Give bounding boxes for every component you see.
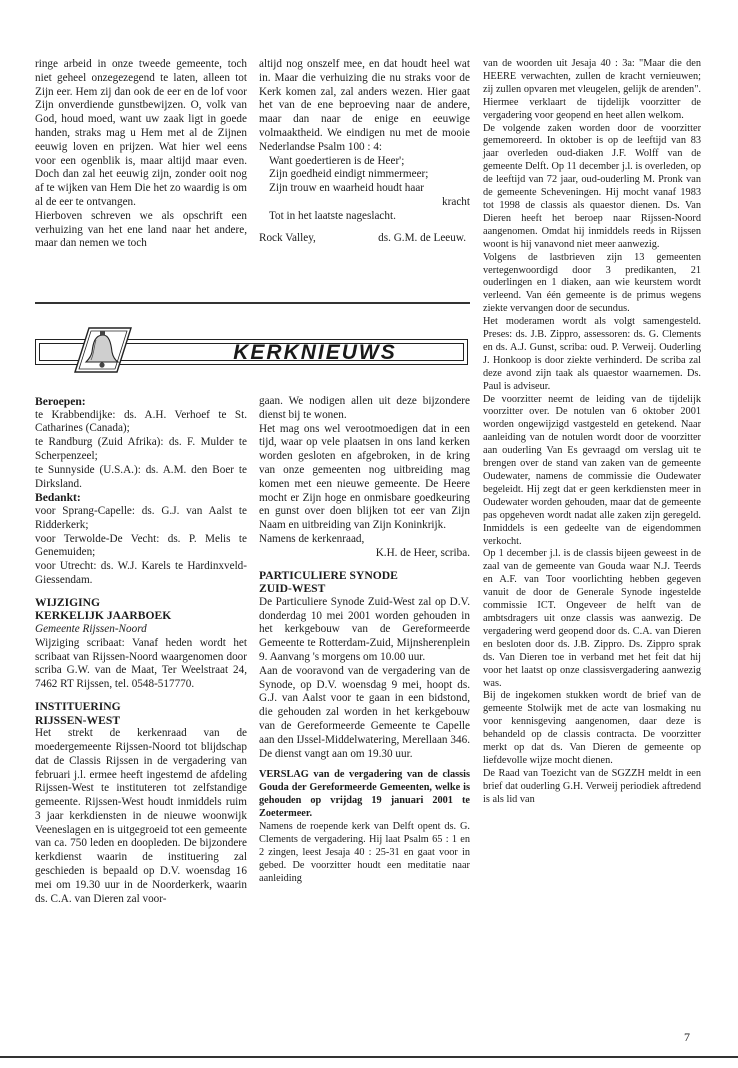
list-item: te Randburg (Zuid Afrika): ds. F. Mulder te Scherpenzeel; xyxy=(35,436,247,462)
instituering-heading: INSTITUERING xyxy=(35,699,121,713)
paragraph: Hierboven schreven we als opschrift een verhuizing van het ene land naar het andere, maar dan nemen we toch xyxy=(35,209,247,250)
psalm-line: Want goedertieren is de Heer'; xyxy=(269,154,405,167)
paragraph: Wijziging scribaat: Vanaf heden wordt het scribaat van Rijssen-Noord waargenomen door scriba G.W. van de Maat, Ter Weelstraat 24, 7462 RT Rijssen, tel. 0548-517770. xyxy=(35,636,247,691)
psalm-line-end: kracht xyxy=(442,195,470,208)
wijziging-heading: WIJZIGING xyxy=(35,595,101,609)
author-name: ds. G.M. de Leeuw. xyxy=(378,231,466,244)
author-place: Rock Valley, xyxy=(259,231,316,244)
paragraph: De voorzitter neemt de leiding van de tijdelijk voorzitter over. De notulen van 6 oktober 2001 worden ongewijzigd vastgesteld en getekend. Naar aanleiding van de notulen wordt door de voorzitter aan ouderling Van Es gevraagd om verslag uit te brengen over de stand van zaken van de gemeente Oudewater, namens de commissie die Oudewater begeleidt. Hij zegt dat er geen kerkdiensten meer in Oudewater worden gehouden, maar dat de gemeente pas opgeheven wordt nadat alle zaken zijn geregeld. Inmiddels is een gedeelte van de eigendommen verkocht. xyxy=(483,393,701,547)
paragraph: Aan de vooravond van de vergadering van de Synode, op D.V. woensdag 9 mei, hoopt ds. G.J. van Aalst voor te gaan in een bidstond, die gehouden zal worden in het kerkgebouw van de Gereformeerde Gemeente te Capelle aan den IJssel-Middelwatering, Merellaan 346. De dienst vangt aan om 19.30 uur. xyxy=(259,664,470,760)
synode-heading-2: ZUID-WEST xyxy=(259,582,326,596)
psalm-line: Zijn goedheid eindigt nimmermeer; xyxy=(269,168,429,181)
list-item: voor Sprang-Capelle: ds. G.J. van Aalst te Ridderkerk; xyxy=(35,504,247,531)
psalm-line: Tot in het laatste nageslacht. xyxy=(269,209,396,222)
psalm-quote xyxy=(259,155,470,224)
paragraph: De Particuliere Synode Zuid-West zal op D.V. donderdag 10 mei 2001 worden gehouden in het kerkgebouw van de Gereformeerde Gemeente te Rotterdam-Zuid, Mijnsherenplein 9. Aanvang 's morgens om 10.00 uur. xyxy=(259,595,470,663)
list-item: te Krabbendijke: ds. A.H. Verhoef te St. Catharines (Canada); xyxy=(35,408,247,435)
kerknieuws-banner xyxy=(35,326,470,374)
banner-title: KERKNIEUWS xyxy=(233,341,397,364)
bell-icon xyxy=(69,326,137,374)
verslag-heading: VERSLAG van de vergadering van de classis Gouda der Gereformeerde Gemeenten, welke is gehouden op vrijdag 19 januari 2001 te Zoetermeer. xyxy=(259,769,470,820)
paragraph: Het moderamen wordt als volgt samengesteld. Preses: ds. J.B. Zippro, assessoren: ds. G. Clements en ds. A.J. Gunst, scriba: oud. P. Verweij. Ouderling J. Honkoop is door ziekte verhinderd. De scriba zal deze avond zijn taak als quaestor waarnemen. Ds. Paul is adviseur. xyxy=(483,316,701,392)
top-column-left xyxy=(35,58,247,251)
paragraph: ringe arbeid in onze tweede gemeente, toch niet geheel onzegezegend te laten, alleen tot Zijn eer. Hem zij dan ook de eer en de lof voor Zijn onverdiende gunstbewijzen. O, volk van God, houd moed, want uw zaak ligt in goede handen, straks mag u Hem met al de Zijnen eeuwig loven en prijzen. Wat hier wel eens voor een ogenblik is, maar altijd maar even. Doch dan zal het eeuwig zijn, zonder ooit nog af te wijken van Hem Die het zo waardig is om al de eer te ontvangen. xyxy=(35,58,247,208)
closing: Namens de kerkenraad, xyxy=(259,532,365,545)
list-item: voor Utrecht: ds. W.J. Karels te Hardinxveld-Giessendam. xyxy=(35,560,247,586)
page-number: 7 xyxy=(684,1030,690,1044)
synode-heading: PARTICULIERE SYNODE xyxy=(259,568,398,582)
paragraph: Het mag ons wel verootmoedigen dat in een tijd, waar op vele plaatsen in ons land kerken worden gesloten en afgebroken, in de kring van onze gemeenten nog uitbreiding mag komen met een nieuwe gemeente. De Heere mocht er Zijn hoge en onmisbare goedkeuring en gunst over doen blijken tot eer van Zijn Naam en uitbreiding van Zijn Koninkrijk. xyxy=(259,422,470,532)
paragraph: De volgende zaken worden door de voorzitter gememoreerd. In oktober is op de leeftijd van 83 jaar overleden oud-diaken J.F. Wolff van de gemeente Delft. Op 11 december j.l. is overleden, op de leeftijd van 72 jaar, oud-ouderling M. Pronk van de gemeente Scheveningen. Hij mocht vanaf 1983 tot 1998 de classis als quaestor dienen. Ds. Van Dieren heeft het beroep naar Rijssen-Noord aangenomen. Omdat hij inmiddels reeds in Rijssen woont is hij vanavond niet meer aanwezig. xyxy=(483,122,701,250)
instituering-heading-2: RIJSSEN-WEST xyxy=(35,713,121,727)
paragraph: Op 1 december j.l. is de classis bijeen geweest in de zaal van de gemeente van Gouda waar N.J. Teerds en A.F. van Toor voorlichting hebben gegeven vanuit de door de Generale Synode ingestelde commissie ICT. Ongeveer de helft van de ambtsdragers uit onze classis was aanwezig. De vergadering werd geopend door ds. C.A. van Dieren en besloten door ds. J.B. Zippro. Ds. Zippro sprak ds. Van Dieren toe in verband met het feit dat hij voor het laatst op onze classisvergadering aanwezig was. xyxy=(483,548,701,689)
author-line xyxy=(259,232,470,246)
paragraph: gaan. We nodigen allen uit deze bijzondere dienst bij te wonen. xyxy=(259,395,470,421)
list-item: voor Terwolde-De Vecht: ds. P. Melis te Genemuiden; xyxy=(35,532,247,559)
paragraph: Namens de roepende kerk van Delft opent ds. G. Clements de vergadering. Hij laat Psalm 65 : 1 en 2 zingen, leest Jesaja 40 : 25-31 en gaat voor in gebed. De voorzitter houdt een meditatie naar aanleiding xyxy=(259,820,470,884)
wijziging-subheading: Gemeente Rijssen-Noord xyxy=(35,622,147,635)
paragraph: Het strekt de kerkenraad van de moedergemeente Rijssen-Noord tot blijdschap dat de Classis Rijssen in de vergadering van februari j.l. ermee heeft ingestemd de afdeling Rijssen-West te instituteren tot zelfstandige gemeente. Rijssen-West houdt inmiddels ruim 3 jaar kerkdiensten in de nieuwe woonwijk Veeneslagen en is uitgegroeid tot een gemeente van ca. 750 leden en doopleden. De bijzondere kerkdienst waarin de instituering zal geschieden is bepaald op D.V. woensdag 16 mei om 19.30 uur in de Noorderkerk, waarin ds. C.A. van Dieren zal voor- xyxy=(35,727,247,905)
paragraph: Volgens de lastbrieven zijn 13 gemeenten vertegenwoordigd door 3 predikanten, 21 ouderlingen en 1 diaken, aan wie keurstem wordt verleend. Van één gemeente is de primus wegens ziekte vervangen door de secundus. xyxy=(483,251,701,315)
section-divider xyxy=(35,302,470,304)
list-item: te Sunnyside (U.S.A.): ds. A.M. den Boer te Dirksland. xyxy=(35,463,247,490)
bedankt-heading: Bedankt: xyxy=(35,491,81,505)
paragraph: De Raad van Toezicht van de SGZZH meldt in een brief dat ouderling G.H. Verweij periodiek aftredend is als lid van xyxy=(483,767,701,805)
column-left xyxy=(35,395,247,906)
psalm-line: Zijn trouw en waarheid houdt haar xyxy=(269,182,425,195)
signature: K.H. de Heer, scriba. xyxy=(375,546,470,559)
paragraph: altijd nog onszelf mee, en dat houdt heel wat in. Maar die verhuizing die nu straks voor de Kerk komen zal, zal anders wezen. Hier gaat het van de ene beproeving naar de andere, maar dan naar de enige en eeuwige volmaaktheid. We eindigen nu met de mooie Nederlandse Psalm 100 : 4: xyxy=(259,58,470,153)
paragraph: van de woorden uit Jesaja 40 : 3a: "Maar die den HEERE verwachten, zullen de kracht vernieuwen; zij zullen opvaren met vleugelen, gelijk de arenden". Hiermee verklaart de tijdelijk voorzitter de vergadering voor geopend en heet allen welkom. xyxy=(483,58,701,121)
paragraph: Bij de ingekomen stukken wordt de brief van de gemeente Stolwijk met de acte van losmaking nu voor kennisgeving aangenomen, daar deze is behandeld op de classis contracta. De voorzitter merkt op dat ds. Van Dieren de gemeente op liefdevolle wijze mocht dienen. xyxy=(483,690,701,766)
column-right xyxy=(483,58,701,807)
top-column-middle xyxy=(259,58,470,245)
page-bottom-rule xyxy=(0,1056,738,1058)
beroepen-heading: Beroepen: xyxy=(35,395,86,408)
column-middle xyxy=(259,395,470,885)
wijziging-heading-2: KERKELIJK JAARBOEK xyxy=(35,609,172,623)
